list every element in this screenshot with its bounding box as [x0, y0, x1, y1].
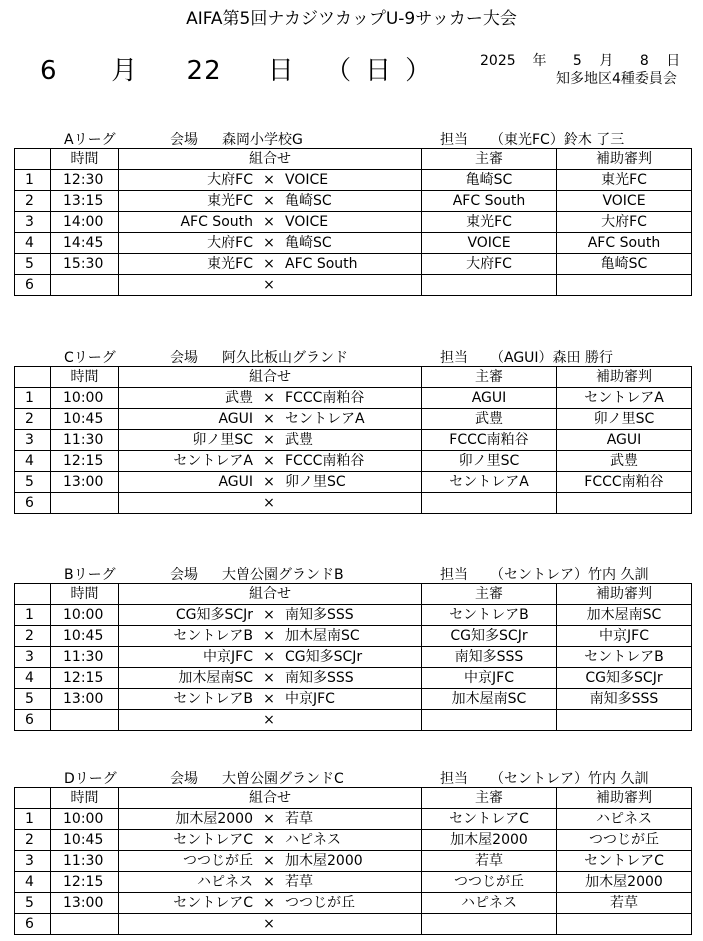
- versus-mark: ×: [263, 874, 275, 890]
- table-row: [15, 233, 692, 254]
- match-pairing: [119, 605, 422, 626]
- assistant-referee: AFC South: [557, 233, 692, 254]
- versus-mark: ×: [263, 390, 275, 406]
- match-time: [51, 710, 119, 731]
- match-weekday: （日）: [325, 56, 446, 86]
- referee: セントレアB: [422, 605, 557, 626]
- home-team: 卯ノ里SC: [192, 432, 253, 448]
- home-team: 中京JFC: [203, 649, 253, 665]
- contact-label: 担当: [440, 350, 468, 366]
- match-number: 6: [15, 275, 51, 296]
- versus-mark: ×: [263, 193, 275, 209]
- home-team: 大府FC: [207, 172, 253, 188]
- home-team: セントレアC: [173, 832, 253, 848]
- away-team: VOICE: [285, 214, 329, 230]
- referee: セントレアA: [422, 472, 557, 493]
- table-header-row: [15, 788, 692, 809]
- home-team: AFC South: [180, 214, 253, 230]
- versus-mark: ×: [263, 628, 275, 644]
- match-pairing: [119, 893, 422, 914]
- match-number: 4: [15, 668, 51, 689]
- away-team: FCCC南粕谷: [285, 390, 365, 406]
- versus-mark: ×: [263, 411, 275, 427]
- referee: 東光FC: [422, 212, 557, 233]
- match-pairing: [119, 451, 422, 472]
- versus-mark: ×: [263, 916, 275, 932]
- match-number: 1: [15, 170, 51, 191]
- match-number: 1: [15, 388, 51, 409]
- league-header: [0, 128, 703, 148]
- match-pairing: [119, 430, 422, 451]
- away-team: 卯ノ里SC: [285, 474, 346, 490]
- assistant-referee: [557, 493, 692, 514]
- referee: 加木屋南SC: [422, 689, 557, 710]
- header-match: 組合せ: [119, 584, 422, 605]
- referee: ハピネス: [422, 893, 557, 914]
- issue-day: 8: [639, 53, 649, 69]
- assistant-referee: [557, 710, 692, 731]
- home-team: 加木屋南SC: [178, 670, 253, 686]
- versus-mark: ×: [263, 432, 275, 448]
- away-team: 南知多SSS: [285, 670, 354, 686]
- assistant-referee: 亀崎SC: [557, 254, 692, 275]
- match-pairing: [119, 170, 422, 191]
- header-referee: 主審: [422, 584, 557, 605]
- match-pairing: [119, 689, 422, 710]
- issue-year-unit: 年: [532, 53, 547, 69]
- header-referee: 主審: [422, 367, 557, 388]
- match-number: 3: [15, 430, 51, 451]
- match-pairing: [119, 914, 422, 935]
- match-time: 13:15: [51, 191, 119, 212]
- versus-mark: ×: [263, 607, 275, 623]
- match-time: [51, 275, 119, 296]
- referee: 亀崎SC: [422, 170, 557, 191]
- home-team: 加木屋2000: [175, 811, 253, 827]
- contact-person: （セントレア）竹内 久訓: [490, 567, 649, 583]
- header-referee: 主審: [422, 149, 557, 170]
- match-month-unit: 月: [111, 56, 139, 86]
- table-row: [15, 668, 692, 689]
- match-time: 12:15: [51, 451, 119, 472]
- match-number: 4: [15, 233, 51, 254]
- table-row: [15, 872, 692, 893]
- table-header-row: [15, 149, 692, 170]
- home-team: CG知多SCJr: [175, 607, 253, 623]
- table-row: [15, 647, 692, 668]
- table-row: [15, 170, 692, 191]
- match-pairing: [119, 275, 422, 296]
- match-number: 1: [15, 605, 51, 626]
- match-pairing: [119, 809, 422, 830]
- header-assistant: 補助審判: [557, 367, 692, 388]
- league-section: [0, 128, 703, 293]
- match-pairing: [119, 212, 422, 233]
- match-time: 10:00: [51, 388, 119, 409]
- assistant-referee: 加木屋2000: [557, 872, 692, 893]
- assistant-referee: セントレアA: [557, 388, 692, 409]
- header-time: 時間: [51, 788, 119, 809]
- table-header-row: [15, 584, 692, 605]
- assistant-referee: セントレアB: [557, 647, 692, 668]
- contact-person: （セントレア）竹内 久訓: [490, 771, 649, 787]
- match-number: 1: [15, 809, 51, 830]
- home-team: AGUI: [218, 411, 253, 427]
- match-number: 6: [15, 914, 51, 935]
- header-no: [15, 584, 51, 605]
- venue-label: 会場: [170, 132, 198, 148]
- referee: 南知多SSS: [422, 647, 557, 668]
- league-section: [0, 346, 703, 511]
- header-match: 組合せ: [119, 149, 422, 170]
- table-row: [15, 254, 692, 275]
- match-time: 10:00: [51, 809, 119, 830]
- header-time: 時間: [51, 149, 119, 170]
- assistant-referee: [557, 914, 692, 935]
- referee: VOICE: [422, 233, 557, 254]
- assistant-referee: つつじが丘: [557, 830, 692, 851]
- league-header: [0, 346, 703, 366]
- match-time: 13:00: [51, 689, 119, 710]
- header-match: 組合せ: [119, 367, 422, 388]
- league-section: [0, 563, 703, 728]
- header-no: [15, 367, 51, 388]
- away-team: AFC South: [285, 256, 358, 272]
- referee: 若草: [422, 851, 557, 872]
- assistant-referee: 中京JFC: [557, 626, 692, 647]
- match-day: 22: [186, 56, 222, 86]
- home-team: セントレアB: [173, 628, 253, 644]
- away-team: ハピネス: [285, 832, 341, 848]
- issuer: 知多地区4種委員会: [556, 71, 677, 87]
- venue-label: 会場: [170, 771, 198, 787]
- match-number: 2: [15, 626, 51, 647]
- versus-mark: ×: [263, 712, 275, 728]
- referee: FCCC南粕谷: [422, 430, 557, 451]
- match-time: 10:45: [51, 626, 119, 647]
- league-name: Aリーグ: [64, 132, 116, 148]
- referee: AFC South: [422, 191, 557, 212]
- match-number: 4: [15, 451, 51, 472]
- match-pairing: [119, 233, 422, 254]
- table-row: [15, 472, 692, 493]
- match-number: 2: [15, 409, 51, 430]
- match-number: 4: [15, 872, 51, 893]
- match-number: 2: [15, 191, 51, 212]
- document-title: AIFA第5回ナカジツカップU-9サッカー大会: [186, 9, 517, 29]
- assistant-referee: 大府FC: [557, 212, 692, 233]
- match-date: [40, 50, 445, 87]
- referee: 中京JFC: [422, 668, 557, 689]
- table-row: [15, 430, 692, 451]
- referee: [422, 914, 557, 935]
- away-team: 加木屋2000: [285, 853, 363, 869]
- match-pairing: [119, 472, 422, 493]
- match-pairing: [119, 647, 422, 668]
- home-team: AGUI: [218, 474, 253, 490]
- home-team: 武豊: [225, 390, 253, 406]
- match-day-unit: 日: [267, 56, 295, 86]
- match-pairing: [119, 851, 422, 872]
- header-no: [15, 788, 51, 809]
- table-row: [15, 710, 692, 731]
- schedule-table: [14, 366, 692, 514]
- versus-mark: ×: [263, 811, 275, 827]
- referee: [422, 493, 557, 514]
- home-team: セントレアA: [173, 453, 253, 469]
- match-time: 14:45: [51, 233, 119, 254]
- table-row: [15, 493, 692, 514]
- match-pairing: [119, 388, 422, 409]
- schedule-table: [14, 583, 692, 731]
- assistant-referee: 東光FC: [557, 170, 692, 191]
- league-name: Bリーグ: [64, 567, 116, 583]
- home-team: 大府FC: [207, 235, 253, 251]
- issue-month-unit: 月: [599, 53, 614, 69]
- referee: 卯ノ里SC: [422, 451, 557, 472]
- match-time: 11:30: [51, 851, 119, 872]
- match-time: 10:45: [51, 830, 119, 851]
- league-name: Dリーグ: [64, 771, 117, 787]
- referee: つつじが丘: [422, 872, 557, 893]
- assistant-referee: CG知多SCJr: [557, 668, 692, 689]
- assistant-referee: 若草: [557, 893, 692, 914]
- referee: AGUI: [422, 388, 557, 409]
- match-time: 11:30: [51, 430, 119, 451]
- assistant-referee: [557, 275, 692, 296]
- assistant-referee: 南知多SSS: [557, 689, 692, 710]
- versus-mark: ×: [263, 895, 275, 911]
- league-header: [0, 563, 703, 583]
- table-row: [15, 451, 692, 472]
- away-team: VOICE: [285, 172, 329, 188]
- assistant-referee: FCCC南粕谷: [557, 472, 692, 493]
- versus-mark: ×: [263, 832, 275, 848]
- home-team: つつじが丘: [183, 853, 253, 869]
- home-team: 東光FC: [207, 193, 253, 209]
- versus-mark: ×: [263, 474, 275, 490]
- versus-mark: ×: [263, 214, 275, 230]
- header-referee: 主審: [422, 788, 557, 809]
- referee: セントレアC: [422, 809, 557, 830]
- versus-mark: ×: [263, 495, 275, 511]
- away-team: 武豊: [285, 432, 313, 448]
- match-number: 5: [15, 472, 51, 493]
- home-team: ハピネス: [197, 874, 253, 890]
- match-time: 15:30: [51, 254, 119, 275]
- match-time: 10:45: [51, 409, 119, 430]
- header-match: 組合せ: [119, 788, 422, 809]
- assistant-referee: 加木屋南SC: [557, 605, 692, 626]
- match-time: [51, 493, 119, 514]
- away-team: 中京JFC: [285, 691, 335, 707]
- issue-day-unit: 日: [666, 53, 681, 69]
- match-pairing: [119, 710, 422, 731]
- versus-mark: ×: [263, 691, 275, 707]
- schedule-table: [14, 787, 692, 935]
- referee: 加木屋2000: [422, 830, 557, 851]
- table-row: [15, 212, 692, 233]
- table-row: [15, 275, 692, 296]
- venue-name: 阿久比板山グランド: [222, 350, 348, 366]
- away-team: つつじが丘: [285, 895, 355, 911]
- assistant-referee: ハピネス: [557, 809, 692, 830]
- match-number: 6: [15, 493, 51, 514]
- issue-month: 5: [572, 53, 582, 69]
- assistant-referee: 卯ノ里SC: [557, 409, 692, 430]
- match-time: 12:15: [51, 668, 119, 689]
- venue-label: 会場: [170, 567, 198, 583]
- match-pairing: [119, 626, 422, 647]
- match-pairing: [119, 254, 422, 275]
- match-number: 3: [15, 851, 51, 872]
- venue-name: 大曽公園グランドC: [222, 771, 344, 787]
- home-team: 東光FC: [207, 256, 253, 272]
- match-pairing: [119, 191, 422, 212]
- referee: 武豊: [422, 409, 557, 430]
- home-team: セントレアC: [173, 895, 253, 911]
- header-no: [15, 149, 51, 170]
- header-time: 時間: [51, 584, 119, 605]
- table-row: [15, 409, 692, 430]
- away-team: セントレアA: [285, 411, 365, 427]
- match-time: 13:00: [51, 893, 119, 914]
- contact-label: 担当: [440, 771, 468, 787]
- table-row: [15, 626, 692, 647]
- contact-label: 担当: [440, 567, 468, 583]
- table-row: [15, 191, 692, 212]
- table-row: [15, 914, 692, 935]
- league-name: Cリーグ: [64, 350, 116, 366]
- issue-date: [480, 50, 680, 70]
- header-time: 時間: [51, 367, 119, 388]
- match-pairing: [119, 872, 422, 893]
- league-section: [0, 767, 703, 932]
- table-row: [15, 893, 692, 914]
- assistant-referee: AGUI: [557, 430, 692, 451]
- match-number: 6: [15, 710, 51, 731]
- away-team: 若草: [285, 811, 313, 827]
- match-number: 5: [15, 689, 51, 710]
- table-header-row: [15, 367, 692, 388]
- match-pairing: [119, 493, 422, 514]
- match-number: 5: [15, 893, 51, 914]
- table-row: [15, 605, 692, 626]
- match-number: 2: [15, 830, 51, 851]
- match-number: 3: [15, 647, 51, 668]
- table-row: [15, 809, 692, 830]
- away-team: FCCC南粕谷: [285, 453, 365, 469]
- header-assistant: 補助審判: [557, 584, 692, 605]
- match-pairing: [119, 668, 422, 689]
- assistant-referee: VOICE: [557, 191, 692, 212]
- referee: [422, 710, 557, 731]
- match-number: 5: [15, 254, 51, 275]
- table-row: [15, 388, 692, 409]
- table-row: [15, 830, 692, 851]
- away-team: 南知多SSS: [285, 607, 354, 623]
- referee: 大府FC: [422, 254, 557, 275]
- referee: [422, 275, 557, 296]
- match-time: 11:30: [51, 647, 119, 668]
- versus-mark: ×: [263, 256, 275, 272]
- away-team: 亀崎SC: [285, 235, 332, 251]
- versus-mark: ×: [263, 853, 275, 869]
- league-header: [0, 767, 703, 787]
- contact-label: 担当: [440, 132, 468, 148]
- versus-mark: ×: [263, 453, 275, 469]
- match-time: 14:00: [51, 212, 119, 233]
- versus-mark: ×: [263, 670, 275, 686]
- away-team: 亀崎SC: [285, 193, 332, 209]
- match-pairing: [119, 409, 422, 430]
- assistant-referee: セントレアC: [557, 851, 692, 872]
- match-time: 10:00: [51, 605, 119, 626]
- versus-mark: ×: [263, 649, 275, 665]
- venue-name: 森岡小学校G: [222, 132, 303, 148]
- match-time: [51, 914, 119, 935]
- versus-mark: ×: [263, 235, 275, 251]
- versus-mark: ×: [263, 277, 275, 293]
- referee: CG知多SCJr: [422, 626, 557, 647]
- schedule-table: [14, 148, 692, 296]
- versus-mark: ×: [263, 172, 275, 188]
- away-team: 若草: [285, 874, 313, 890]
- contact-person: （東光FC）鈴木 了三: [490, 132, 625, 148]
- venue-name: 大曽公園グランドB: [222, 567, 344, 583]
- table-row: [15, 851, 692, 872]
- header-assistant: 補助審判: [557, 149, 692, 170]
- match-month: 6: [40, 56, 58, 86]
- assistant-referee: 武豊: [557, 451, 692, 472]
- away-team: 加木屋南SC: [285, 628, 360, 644]
- table-row: [15, 689, 692, 710]
- match-time: 13:00: [51, 472, 119, 493]
- venue-label: 会場: [170, 350, 198, 366]
- away-team: CG知多SCJr: [285, 649, 363, 665]
- contact-person: （AGUI）森田 勝行: [490, 350, 614, 366]
- home-team: セントレアB: [173, 691, 253, 707]
- match-time: 12:30: [51, 170, 119, 191]
- issue-year: 2025: [480, 53, 516, 69]
- header-assistant: 補助審判: [557, 788, 692, 809]
- match-pairing: [119, 830, 422, 851]
- match-number: 3: [15, 212, 51, 233]
- match-time: 12:15: [51, 872, 119, 893]
